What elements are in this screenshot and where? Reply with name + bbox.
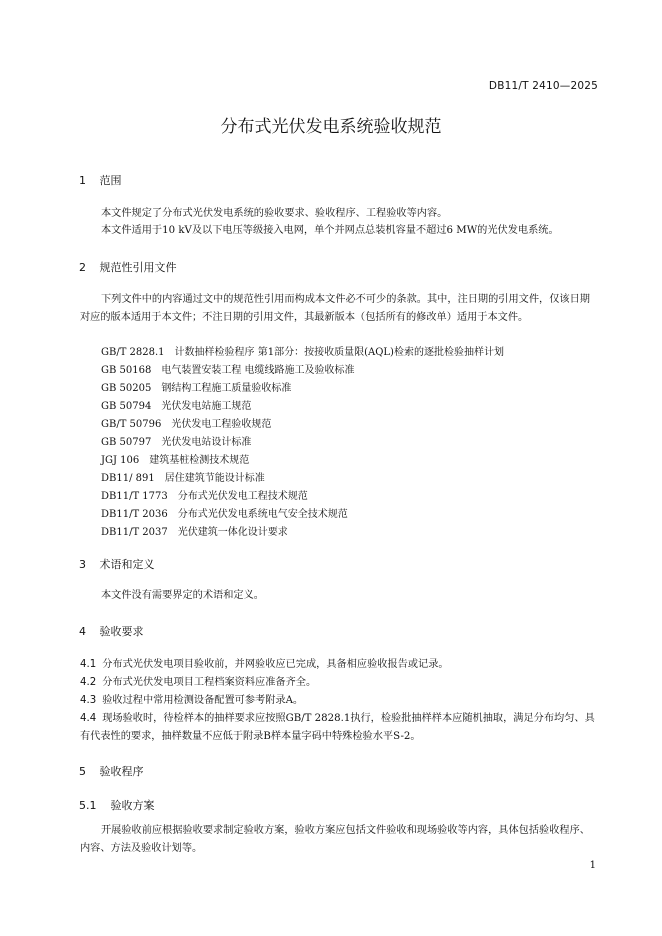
page-number: 1 — [589, 860, 596, 871]
paragraph: 下列文件中的内容通过文中的规范性引用而构成本文件必不可少的条款。其中，注日期的引用文件，仅该日期对应的版本适用于本文件；不注日期的引用文件，其最新版本（包括所有的修改单）适用于本文件。 — [80, 294, 590, 323]
section-title: 范围 — [99, 174, 122, 187]
section-heading-5 — [79, 763, 144, 779]
clause — [80, 710, 600, 746]
reference-item: GB 50205 钢结构工程施工质量验收标准 — [101, 383, 292, 394]
reference-item: JGJ 106 建筑基桩检测技术规范 — [101, 455, 250, 466]
paragraph: 本文件适用于10 kV及以下电压等级接入电网，单个并网点总装机容量不超过6 MW的光伏发电系统。 — [101, 225, 559, 236]
section-number: 3 — [79, 558, 86, 571]
section-heading-4 — [79, 623, 144, 639]
clause-number: 4.2 — [80, 677, 97, 688]
reference-item: GB/T 2828.1 计数抽样检验程序 第1部分：按接收质量限(AQL)检索的逐批检验抽样计划 — [101, 347, 504, 358]
reference-item: DB11/T 2036 分布式光伏发电系统电气安全技术规范 — [101, 509, 348, 520]
clause-number: 4.1 — [80, 659, 97, 670]
section-number: 5.1 — [79, 799, 97, 812]
section-title: 验收要求 — [99, 625, 144, 638]
clause-number: 4.4 — [80, 713, 97, 724]
paragraph: 本文件规定了分布式光伏发电系统的验收要求、验收程序、工程验收等内容。 — [101, 208, 448, 219]
reference-item: GB 50794 光伏发电站施工规范 — [101, 401, 252, 412]
reference-item: DB11/T 1773 分布式光伏发电工程技术规范 — [101, 491, 308, 502]
reference-item: GB 50797 光伏发电站设计标准 — [101, 437, 252, 448]
paragraph: 开展验收前应根据验收要求制定验收方案，验收方案应包括文件验收和现场验收等内容，具体包括验收程序、内容、方法及验收计划等。 — [80, 825, 590, 854]
clause — [80, 692, 600, 710]
paragraph: 本文件没有需要界定的术语和定义。 — [101, 590, 264, 601]
clause-text: 验收过程中常用检测设备配置可参考附录A。 — [102, 695, 304, 706]
section-heading-3 — [79, 556, 155, 572]
clause-text: 现场验收时，待检样本的抽样要求应按照GB/T 2828.1执行，检验批抽样样本应随机抽取，满足分布均匀、具有代表性的要求，抽样数量不应低于附录B样本量字码中特殊检验水平S-2。 — [80, 713, 595, 742]
section-number: 1 — [79, 174, 86, 187]
section-title: 规范性引用文件 — [99, 261, 177, 274]
section-number: 2 — [79, 261, 86, 274]
section-title: 验收程序 — [99, 765, 144, 778]
clause-number: 4.3 — [80, 695, 97, 706]
section-heading-1 — [79, 172, 122, 188]
section-number: 4 — [79, 625, 86, 638]
clause — [80, 674, 600, 692]
reference-item: GB 50168 电气装置安装工程 电缆线路施工及验收标准 — [101, 365, 355, 376]
clause-text: 分布式光伏发电项目工程档案资料应准备齐全。 — [102, 677, 317, 688]
page-title: 分布式光伏发电系统验收规范 — [220, 117, 442, 137]
clause — [80, 656, 600, 674]
section-title: 验收方案 — [110, 799, 155, 812]
clause-text: 分布式光伏发电项目验收前，并网验收应已完成，具备相应验收报告或记录。 — [102, 659, 449, 670]
section-number: 5 — [79, 765, 86, 778]
reference-item: DB11/ 891 居住建筑节能设计标准 — [101, 473, 265, 484]
section-title: 术语和定义 — [99, 558, 155, 571]
section-heading-2 — [79, 259, 177, 275]
reference-item: DB11/T 2037 光伏建筑一体化设计要求 — [101, 527, 288, 538]
subsection-heading-5-1 — [79, 797, 155, 813]
reference-item: GB/T 50796 光伏发电工程验收规范 — [101, 419, 272, 430]
document-id: DB11/T 2410—2025 — [488, 80, 598, 92]
